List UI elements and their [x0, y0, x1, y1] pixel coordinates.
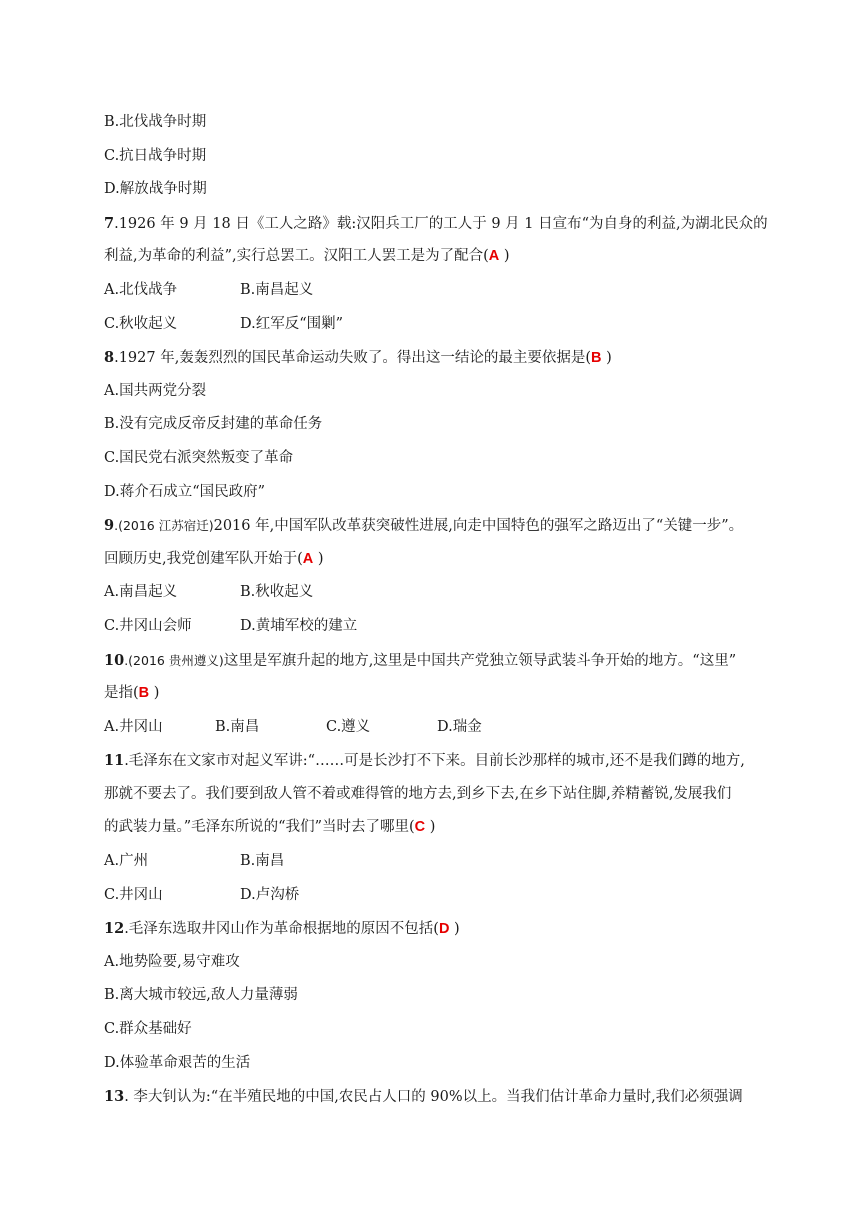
- question-10-source: .(2016 贵州遵义): [124, 652, 224, 668]
- question-13-number: 13: [104, 1088, 125, 1106]
- option-q11-b: B.南昌: [240, 853, 285, 870]
- option-q6-b: B.北伐战争时期: [104, 114, 207, 130]
- option-q10-d: D.瑞金: [437, 718, 482, 735]
- question-9-answer: A: [302, 550, 314, 567]
- option-q9-c: C.井冈山会师: [104, 617, 192, 634]
- question-11-line-3: [104, 811, 756, 845]
- question-10-options-row: [104, 711, 756, 745]
- question-7-text-cont: 利益,为革命的利益”,实行总罢工。汉阳工人罢工是为了配合(: [104, 248, 489, 265]
- question-8-text: .1927 年,轰轰烈烈的国民革命运动失败了。得出这一结论的最主要依据是(: [114, 350, 591, 367]
- option-q10-b: B.南昌: [215, 718, 260, 735]
- option-q12-c: C.群众基础好: [104, 1021, 192, 1038]
- question-11-line-1: [104, 744, 756, 778]
- question-12-paren: ): [449, 921, 460, 938]
- question-9-options-row-1: [104, 576, 756, 610]
- question-11-number: 11: [104, 752, 125, 770]
- option-q6-d: D.解放战争时期: [104, 181, 207, 198]
- question-10-text-cont: 是指(: [104, 685, 139, 702]
- question-11-options-row-1: [104, 845, 756, 879]
- option-q9-b: B.秋收起义: [240, 584, 314, 601]
- option-q12-d: D.体验革命艰苦的生活: [104, 1054, 251, 1071]
- question-9-text-cont: 回顾历史,我党创建军队开始于(: [104, 550, 303, 567]
- option-q10-c: C.遵义: [326, 718, 371, 735]
- question-8-answer: B: [590, 350, 602, 367]
- option-q7-c: C.秋收起义: [104, 315, 178, 332]
- question-11-answer: C: [414, 819, 426, 836]
- question-10-answer: B: [138, 685, 150, 702]
- question-9-number: 9: [104, 517, 115, 535]
- question-7-paren: ): [499, 248, 510, 265]
- option-q7-b: B.南昌起义: [240, 281, 314, 298]
- question-11-text: .毛泽东在文家市对起义军讲:“……可是长沙打不下来。目前长沙那样的城市,还不是我们蹲的地方,: [124, 753, 745, 770]
- question-7-options-row-2: [104, 308, 756, 342]
- question-9-line-1: [104, 509, 756, 543]
- question-9-text: 2016 年,中国军队改革获突破性进展,向走中国特色的强军之路迈出了“关键一步”。: [213, 518, 744, 535]
- question-7-line-1: [104, 207, 768, 241]
- question-12-text: .毛泽东选取井冈山作为革命根据地的原因不包括(: [124, 921, 439, 938]
- option-q8-a: A.国共两党分裂: [104, 382, 207, 399]
- option-q7-a: A.北伐战争: [104, 281, 178, 298]
- option-q11-a: A.广州: [104, 853, 149, 870]
- option-q9-d: D.黄埔军校的建立: [240, 617, 358, 634]
- question-7-number: 7: [104, 214, 115, 232]
- question-9-paren: ): [313, 550, 324, 567]
- question-10-text: 这里是军旗升起的地方,这里是中国共产党独立领导武装斗争开始的地方。“这里”: [223, 652, 737, 669]
- question-10-number: 10: [104, 651, 125, 669]
- question-12-number: 12: [104, 920, 125, 938]
- option-q8-b: B.没有完成反帝反封建的革命任务: [104, 416, 323, 433]
- question-8-number: 8: [104, 349, 115, 367]
- question-11-text-cont: 的武装力量。”毛泽东所说的“我们”当时去了哪里(: [104, 819, 415, 836]
- question-13-text: . 李大钊认为:“在半殖民地的中国,农民占人口的 90%以上。当我们估计革命力量时,我们必须强调: [124, 1089, 743, 1106]
- question-10-line-1: [104, 644, 756, 678]
- option-q6-c: C.抗日战争时期: [104, 147, 207, 164]
- question-7-line-2: [104, 240, 756, 274]
- question-11-paren: ): [425, 819, 436, 836]
- option-q10-a: A.井冈山: [104, 718, 163, 735]
- question-9-source: .(2016 江苏宿迁): [114, 518, 214, 534]
- option-q8-d: D.蒋介石成立“国民政府”: [104, 483, 266, 500]
- question-11-line-2: 那就不要去了。我们要到敌人管不着或难得管的地方去,到乡下去,在乡下站住脚,养精蓄锐,发展我们: [104, 785, 732, 802]
- question-9-line-2: [104, 543, 756, 577]
- question-12-line-1: [104, 912, 756, 946]
- option-q12-b: B.离大城市较远,敌人力量薄弱: [104, 987, 298, 1004]
- option-q7-d: D.红军反“围剿”: [240, 315, 344, 332]
- option-q11-d: D.卢沟桥: [240, 886, 300, 903]
- option-q9-a: A.南昌起义: [104, 584, 178, 601]
- question-11-options-row-2: [104, 879, 756, 913]
- option-q11-c: C.井冈山: [104, 886, 163, 903]
- question-list: [104, 106, 768, 1114]
- question-9-options-row-2: [104, 610, 756, 644]
- question-7-text: .1926 年 9 月 18 日《工人之路》载:汉阳兵工厂的工人于 9 月 1 日宣布“为自身的利益,为湖北民众的: [114, 215, 768, 232]
- question-8-line-1: [104, 341, 756, 375]
- question-10-line-2: [104, 677, 756, 711]
- question-7-answer: A: [488, 248, 500, 265]
- question-8-paren: ): [601, 350, 612, 367]
- option-q8-c: C.国民党右派突然叛变了革命: [104, 449, 294, 466]
- question-7-options-row-1: [104, 274, 756, 308]
- question-12-answer: D: [438, 921, 450, 938]
- question-13-line-1: [104, 1080, 756, 1114]
- option-q12-a: A.地势险要,易守难攻: [104, 953, 240, 970]
- question-10-paren: ): [149, 685, 160, 702]
